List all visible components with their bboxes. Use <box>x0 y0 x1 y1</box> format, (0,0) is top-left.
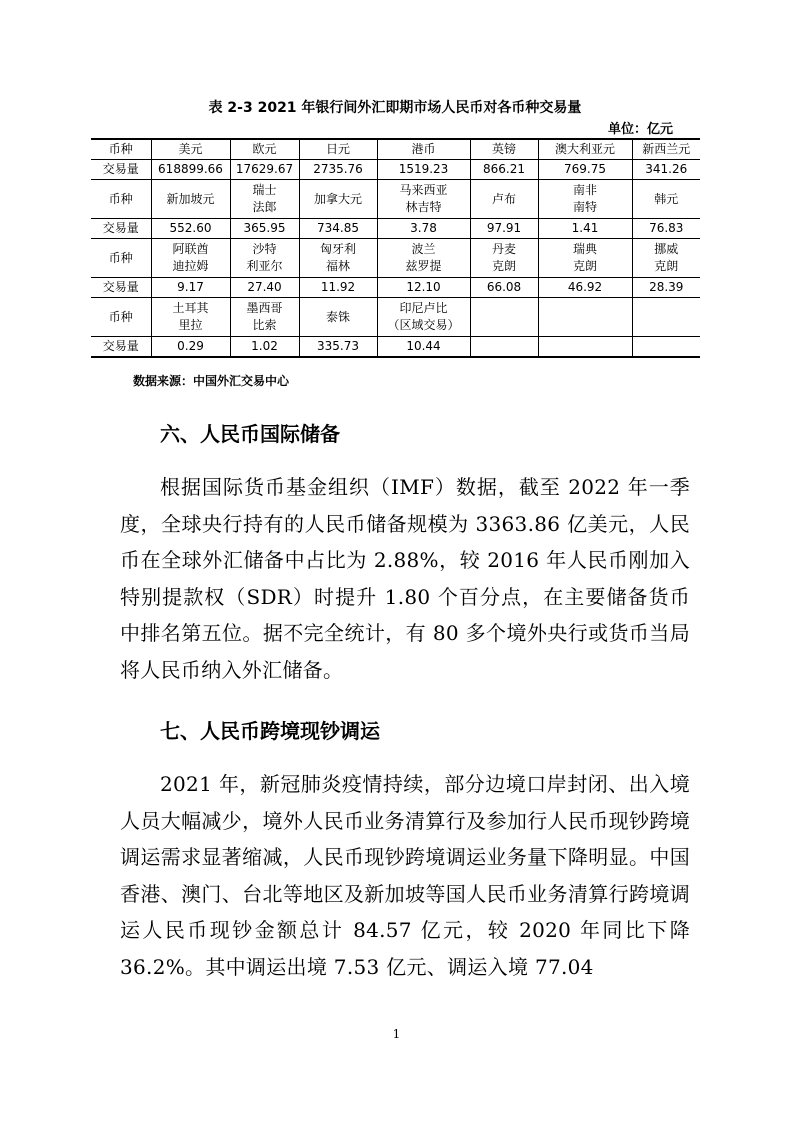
currency-row-label: 币种 <box>91 239 151 278</box>
volume-cell: 27.40 <box>230 278 299 298</box>
volume-cell: 9.17 <box>151 278 230 298</box>
volume-cell: 0.29 <box>151 337 230 358</box>
volume-cell: 866.21 <box>470 160 538 180</box>
currency-cell: 加拿大元 <box>299 180 377 219</box>
currency-cell: 马来西亚 林吉特 <box>377 180 470 219</box>
currency-row <box>91 298 700 337</box>
section-paragraph-reserve: 根据国际货币基金组织（IMF）数据，截至 2022 年一季度，全球央行持有的人民币储备规模为 3363.86 亿美元，人民币在全球外汇储备中占比为 2.88%，较 2016 年人民币刚加入特别提款权（SDR）时提升 1.80 个百分点，在主要储备货币中排名第五位。据不完全统计，有 80 多个境外央行或货币当局将人民币纳入外汇储备。 <box>120 475 690 682</box>
volume-cell <box>470 337 538 358</box>
currency-row <box>91 139 700 160</box>
fx-volume-table <box>91 138 700 358</box>
currency-cell: 波兰 兹罗提 <box>377 239 470 278</box>
volume-row-label: 交易量 <box>91 278 151 298</box>
currency-cell: 丹麦 克朗 <box>470 239 538 278</box>
volume-cell: 1.41 <box>538 219 632 239</box>
volume-cell: 341.26 <box>632 160 700 180</box>
currency-cell: 挪威 克朗 <box>632 239 700 278</box>
volume-cell: 11.92 <box>299 278 377 298</box>
currency-cell: 墨西哥 比索 <box>230 298 299 337</box>
volume-cell <box>632 337 700 358</box>
volume-cell: 618899.66 <box>151 160 230 180</box>
currency-cell: 匈牙利 福林 <box>299 239 377 278</box>
volume-cell: 12.10 <box>377 278 470 298</box>
volume-cell: 1519.23 <box>377 160 470 180</box>
currency-cell <box>538 298 632 337</box>
currency-cell: 沙特 利亚尔 <box>230 239 299 278</box>
volume-cell: 17629.67 <box>230 160 299 180</box>
currency-cell: 土耳其 里拉 <box>151 298 230 337</box>
currency-row-label: 币种 <box>91 180 151 219</box>
volume-cell: 769.75 <box>538 160 632 180</box>
table-unit: 单位：亿元 <box>607 122 673 137</box>
volume-row-label: 交易量 <box>91 160 151 180</box>
currency-row <box>91 239 700 278</box>
currency-cell: 澳大利亚元 <box>538 139 632 160</box>
volume-row <box>91 337 700 358</box>
volume-cell: 3.78 <box>377 219 470 239</box>
currency-cell: 阿联酋 迪拉姆 <box>151 239 230 278</box>
volume-cell: 10.44 <box>377 337 470 358</box>
currency-cell: 新西兰元 <box>632 139 700 160</box>
currency-row <box>91 180 700 219</box>
currency-cell: 南非 南特 <box>538 180 632 219</box>
volume-cell: 734.85 <box>299 219 377 239</box>
volume-cell: 552.60 <box>151 219 230 239</box>
currency-cell: 新加坡元 <box>151 180 230 219</box>
table-title: 表 2-3 2021 年银行间外汇即期市场人民币对各币种交易量 <box>208 100 582 116</box>
volume-cell: 46.92 <box>538 278 632 298</box>
currency-cell: 泰铢 <box>299 298 377 337</box>
currency-cell: 美元 <box>151 139 230 160</box>
volume-row-label: 交易量 <box>91 219 151 239</box>
currency-cell: 瑞士 法郎 <box>230 180 299 219</box>
section-heading-cash: 七、人民币跨境现钞调运 <box>160 719 380 743</box>
currency-cell <box>632 298 700 337</box>
volume-row <box>91 278 700 298</box>
section-heading-reserve: 六、人民币国际储备 <box>160 422 340 446</box>
volume-cell: 2735.76 <box>299 160 377 180</box>
page-number: 1 <box>392 1027 401 1041</box>
table-source: 数据来源：中国外汇交易中心 <box>133 374 290 388</box>
currency-cell: 卢布 <box>470 180 538 219</box>
volume-cell: 365.95 <box>230 219 299 239</box>
currency-cell: 印尼卢比 （区域交易） <box>377 298 470 337</box>
volume-cell: 1.02 <box>230 337 299 358</box>
volume-cell <box>538 337 632 358</box>
currency-cell: 瑞典 克朗 <box>538 239 632 278</box>
volume-cell: 66.08 <box>470 278 538 298</box>
volume-cell: 28.39 <box>632 278 700 298</box>
section-paragraph-cash: 2021 年，新冠肺炎疫情持续，部分边境口岸封闭、出入境人员大幅减少，境外人民币业务清算行及参加行人民币现钞跨境调运需求显著缩减，人民币现钞跨境调运业务量下降明显。中国香港、澳门、台北等地区及新加坡等国人民币业务清算行跨境调运人民币现钞金额总计 84.57 亿元，较 2020 年同比下降 36.2%。其中调运出境 7.53 亿元、调运入境 77.04 <box>120 772 690 979</box>
volume-cell: 335.73 <box>299 337 377 358</box>
currency-cell: 港币 <box>377 139 470 160</box>
currency-cell: 日元 <box>299 139 377 160</box>
currency-cell: 韩元 <box>632 180 700 219</box>
currency-row-label: 币种 <box>91 298 151 337</box>
volume-row <box>91 219 700 239</box>
currency-cell: 英镑 <box>470 139 538 160</box>
volume-cell: 76.83 <box>632 219 700 239</box>
volume-row-label: 交易量 <box>91 337 151 358</box>
currency-cell <box>470 298 538 337</box>
volume-cell: 97.91 <box>470 219 538 239</box>
currency-row-label: 币种 <box>91 139 151 160</box>
currency-cell: 欧元 <box>230 139 299 160</box>
volume-row <box>91 160 700 180</box>
